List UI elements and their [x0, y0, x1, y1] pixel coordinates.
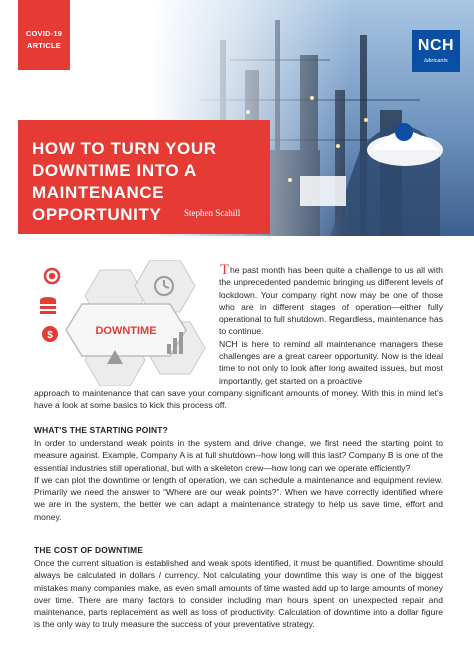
- section-heading-starting-point: WHAT'S THE STARTING POINT?: [34, 425, 168, 435]
- section-cost-body: [34, 557, 443, 631]
- hero-banner: [0, 0, 474, 236]
- downtime-illustration: [30, 260, 216, 386]
- money-icon: [42, 326, 58, 342]
- gear-icon: [45, 269, 59, 283]
- intro-paragraph-2b: approach to maintenance that can save your company significant amounts of money. With this in mind let's have a look at some basics to kick this process off.: [34, 388, 443, 411]
- logo-text: NCH: [417, 37, 455, 54]
- intro-paragraph-1: he past month has been quite a challenge to us all with the unprecedented pandemic bringing us different levels of lockdown. Your company right now may be one of those who are in different stages of operation—either fully operational to full shutdown. Regardless, maintenance has to continue.: [219, 265, 443, 337]
- article-title: HOW TO TURN YOUR DOWNTIME INTO A MAINTENANCE OPPORTUNITY: [32, 139, 217, 224]
- section1-paragraph-2: If we can plot the downtime or length of operation, we can schedule a maintenance and equipment review. Primarily we need the answer to “Where are our weak points?”. When we have correctly identified where we are in the system, the better we can adapt a maintenance strategy to help us save time, effort and money.: [34, 474, 443, 522]
- nch-logo: [412, 30, 460, 72]
- section-heading-cost: THE COST OF DOWNTIME: [34, 545, 144, 555]
- section1-paragraph-1: In order to understand weak points in the system and drive change, we first need the starting point to measure against. Example, Company A is at full shutdown--how long will this last? Company B is one of the essential industries still operational, but with a skeleton crew—how long can we operate efficiently?: [34, 438, 443, 473]
- covid-article-badge: [18, 0, 70, 70]
- intro-paragraph-2a: NCH is here to remind all maintenance managers these challenges are a great career opportunity. Now is the ideal time to not only to look after long awaited issues, but most importantly, get started on a proactive: [219, 338, 443, 386]
- section2-paragraph-1: Once the current situation is established and weak spots identified, it must be quantified. Downtime should always be calculated in dollars / currency. Not calculating your downtime this way is one of the biggest mistakes many companies make, as even small amounts of time wasted add up to large amounts of money over time. There are many factors to consider including man hours spent on unexpected repair and maintenance, parts replacement as well as loss of productivity. Calculation of downtime into a dollar figure is the only way to truly measure the success of your preventative strategy.: [34, 558, 443, 630]
- logo-subtext: lubricants: [424, 58, 448, 64]
- illustration-label: DOWNTIME: [95, 325, 157, 337]
- badge-line-2: ARTICLE: [27, 41, 61, 50]
- intro-column: [219, 264, 443, 387]
- svg-text:$: $: [47, 330, 53, 341]
- drop-cap: T: [220, 262, 230, 278]
- article-author: Stephen Scahill: [184, 208, 241, 218]
- section-starting-point-body: [34, 437, 443, 523]
- badge-line-1: COVID-19: [25, 29, 63, 38]
- database-icon: [40, 297, 56, 314]
